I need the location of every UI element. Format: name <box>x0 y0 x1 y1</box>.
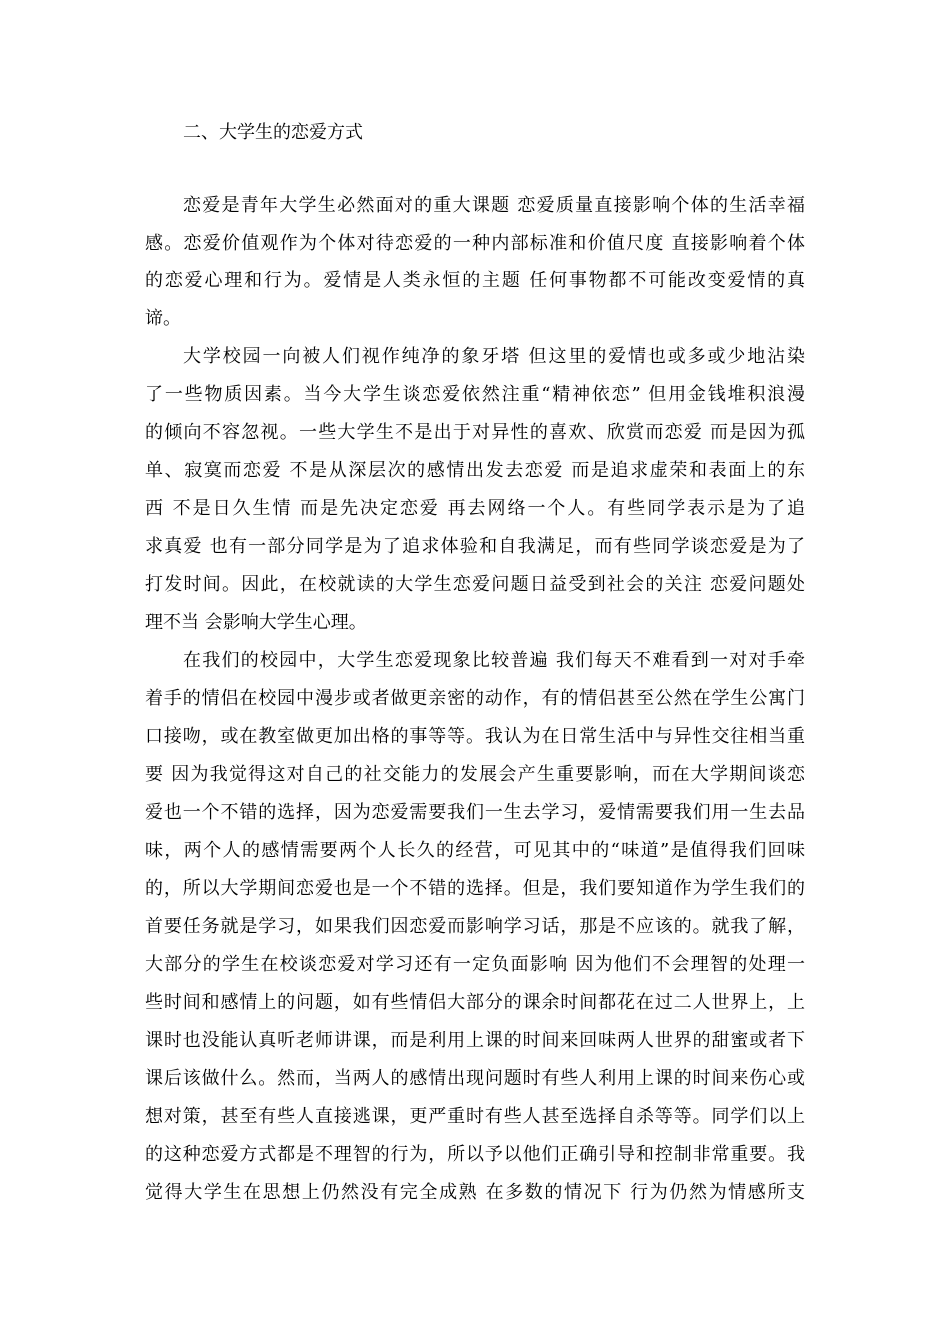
text-line: 感。恋爱价值观作为个体对待恋爱的一种内部标准和价值尺度 直接影响着个体 <box>145 233 805 254</box>
text-line: 的恋爱心理和行为。爱情是人类永恒的主题 任何事物都不可能改变爱情的真 <box>145 270 805 291</box>
text-line: 打发时间。因此，在校就读的大学生恋爱问题日益受到社会的关注 恋爱问题处 <box>145 574 805 595</box>
text-line: 在我们的校园中，大学生恋爱现象比较普遍 我们每天不难看到一对对手牵 <box>183 650 805 671</box>
text-line: 单、寂寞而恋爱 不是从深层次的感情出发去恋爱 而是追求虚荣和表面上的东 <box>145 460 805 481</box>
text-line: 大部分的学生在校谈恋爱对学习还有一定负面影响 因为他们不会理智的处理一 <box>145 954 805 975</box>
text-line: 谛。 <box>145 308 181 329</box>
text-line: 恋爱是青年大学生必然面对的重大课题 恋爱质量直接影响个体的生活幸福 <box>183 195 805 216</box>
text-line: 爱也一个不错的选择，因为恋爱需要我们一生去学习，爱情需要我们用一生去品 <box>145 802 805 823</box>
text-line: 着手的情侣在校园中漫步或者做更亲密的动作，有的情侣甚至公然在学生公寓门 <box>145 688 805 709</box>
text-line: 课后该做什么。然而，当两人的感情出现问题时有些人利用上课的时间来伤心或 <box>145 1068 805 1089</box>
text-line: 课时也没能认真听老师讲课，而是利用上课的时间来回味两人世界的甜蜜或者下 <box>145 1030 805 1051</box>
text-line: 首要任务就是学习，如果我们因恋爱而影响学习话，那是不应该的。就我了解， <box>145 916 805 937</box>
text-line: 求真爱 也有一部分同学是为了追求体验和自我满足，而有些同学谈恋爱是为了 <box>145 536 805 557</box>
text-line: 的倾向不容忽视。一些大学生不是出于对异性的喜欢、欣赏而恋爱 而是因为孤 <box>145 422 805 443</box>
text-line: 了一些物质因素。当今大学生谈恋爱依然注重“精神依恋” 但用金钱堆积浪漫 <box>145 384 805 405</box>
section-heading: 二、大学生的恋爱方式 <box>183 122 363 143</box>
text-line: 大学校园一向被人们视作纯净的象牙塔 但这里的爱情也或多或少地沾染 <box>183 346 805 367</box>
text-line: 西 不是日久生情 而是先决定恋爱 再去网络一个人。有些同学表示是为了追 <box>145 498 805 519</box>
text-line: 觉得大学生在思想上仍然没有完全成熟 在多数的情况下 行为仍然为情感所支 <box>145 1182 805 1203</box>
text-line: 些时间和感情上的问题，如有些情侣大部分的课余时间都花在过二人世界上，上 <box>145 992 805 1013</box>
text-line: 理不当 会影响大学生心理。 <box>145 612 367 633</box>
text-line: 口接吻，或在教室做更加出格的事等等。我认为在日常生活中与异性交往相当重 <box>145 726 805 747</box>
text-line: 的，所以大学期间恋爱也是一个不错的选择。但是，我们要知道作为学生我们的 <box>145 878 805 899</box>
text-line: 的这种恋爱方式都是不理智的行为，所以予以他们正确引导和控制非常重要。我 <box>145 1144 805 1165</box>
text-line: 想对策，甚至有些人直接逃课，更严重时有些人甚至选择自杀等等。同学们以上 <box>145 1106 805 1127</box>
text-line: 味，两个人的感情需要两个人长久的经营，可见其中的“味道”是值得我们回味 <box>145 840 805 861</box>
text-line: 要 因为我觉得这对自己的社交能力的发展会产生重要影响，而在大学期间谈恋 <box>145 764 805 785</box>
